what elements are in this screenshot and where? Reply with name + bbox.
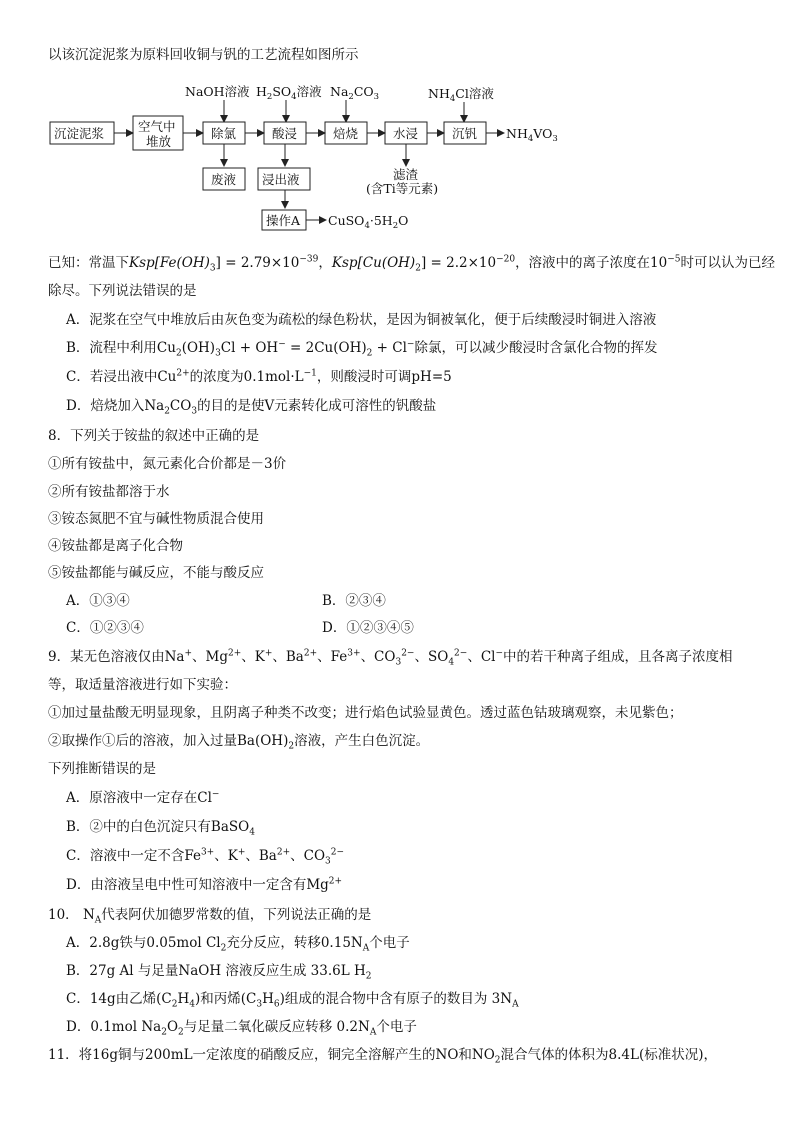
q10-option-c: C．14g由乙烯$(C_2H_4)$和丙烯$(C_3H_6)$组成的混合物中含有原子的数目为 $3N_A$ (66, 991, 519, 1010)
q9-option-c: C．溶液中一定不含$Fe^{3+}$、K+、$Ba^{2+}$、$CO_3^{2-}$ (66, 847, 345, 867)
product-cuso4: $CuSO_4\cdot 5H_2O$ (328, 213, 409, 231)
q9-experiment-2: ②取操作①后的溶液，加入过量$Ba(OH)_2$溶液，产生白色沉淀。 (48, 733, 430, 752)
q10-option-a: A．2.8g铁与0.05mol $Cl_2$充分反应，转移$0.15N_A$个电子 (66, 935, 410, 954)
svg-text:浸出液: 浸出液 (262, 172, 300, 187)
q8-statement-3: ③铵态氮肥不宜与碱性物质混合使用 (48, 511, 264, 527)
q8-option-b: B．②③④ (322, 593, 386, 609)
residue-label: 滤渣 (393, 167, 419, 182)
q8-statement-5: ⑤铵盐都能与碱反应，不能与酸反应 (48, 565, 264, 581)
known-line-1: 已知：常温下$Ksp[Fe(OH)_3] = 2.79\times 10^{-39}$，$Ksp[Cu(OH)_2] = 2.2\times 10^{-20}$，溶液中的离子浓度在$10^{-5}$时可以认为已经 (48, 254, 776, 274)
q9-experiment-1: ①加过量盐酸无明显现象，且阴离子种类不改变；进行焰色试验显黄色。透过蓝色钴玻璃观察，未见紫色； (48, 705, 683, 721)
svg-text:除氯: 除氯 (211, 126, 237, 141)
reagent-h2so4: $H_2SO_4$溶液 (256, 84, 322, 102)
known-line-2: 除尽。下列说法错误的是 (48, 283, 197, 299)
q10-stem: 10． $N_A$代表阿伏加德罗常数的值，下列说法正确的是 (48, 907, 372, 926)
reagent-nh4cl: $NH_4Cl$溶液 (428, 86, 494, 104)
svg-text:沉钒: 沉钒 (452, 126, 478, 141)
svg-text:空气中: 空气中 (138, 119, 176, 134)
q9-stem: 9．某无色溶液仅由Na+、$Mg^{2+}$、K+、$Ba^{2+}$、$Fe^{3+}$、$CO_3^{2-}$、$SO_4^{2-}$、Cl−中的若干种离子组成，且各离子浓度相 (48, 648, 733, 668)
q9-ask: 下列推断错误的是 (48, 761, 156, 777)
q10-option-b: B．27g Al 与足量NaOH 溶液反应生成 33.6L $H_2$ (66, 963, 372, 982)
reagent-na2co3: $Na_2CO_3$ (330, 84, 380, 102)
q9-option-b: B．②中的白色沉淀只有BaSO$_4$ (66, 819, 255, 838)
process-flow-diagram (40, 80, 600, 240)
q7-option-c: C．若浸出液中$Cu^{2+}$的浓度为$0.1mol\cdot L^{-1}$，则酸浸时可调pH=5 (66, 368, 452, 385)
q8-statement-4: ④铵盐都是离子化合物 (48, 538, 183, 554)
q9-option-a: A．原溶液中一定存在Cl− (66, 789, 220, 806)
svg-text:水浸: 水浸 (393, 126, 419, 141)
svg-text:酸浸: 酸浸 (272, 126, 298, 141)
q8-option-d: D．①②③④⑤ (322, 620, 414, 636)
q8-stem: 8．下列关于铵盐的叙述中正确的是 (48, 428, 260, 444)
q7-option-d: D．焙烧加入$Na_2CO_3$的目的是使V元素转化成可溶性的钒酸盐 (66, 398, 437, 417)
q10-option-d: D．0.1mol $Na_2O_2$与足量二氧化碳反应转移 $0.2N_A$个电子 (66, 1019, 417, 1038)
q8-option-c: C．①②③④ (66, 620, 144, 636)
q8-statement-1: ①所有铵盐中，氮元素化合价都是－3价 (48, 456, 287, 472)
svg-text:堆放: 堆放 (146, 134, 172, 149)
reagent-naoh: NaOH溶液 (185, 84, 250, 99)
svg-text:废液: 废液 (211, 172, 237, 187)
svg-text:沉淀泥浆: 沉淀泥浆 (54, 126, 105, 141)
q8-statement-2: ②所有铵盐都溶于水 (48, 484, 170, 500)
svg-text:焙烧: 焙烧 (333, 126, 359, 141)
svg-text:操作A: 操作A (266, 213, 301, 228)
q9-stem-2: 等，取适量溶液进行如下实验： (48, 677, 237, 693)
product-nh4vo3: $NH_4VO_3$ (506, 126, 558, 144)
q8-option-a: A．①③④ (66, 593, 130, 609)
q7-option-b: B．流程中利用$Cu_2(OH)_3Cl + OH^- = 2Cu(OH)_2 + Cl^-$除氯，可以减少酸浸时含氯化合物的挥发 (66, 339, 658, 359)
residue-note: (含Ti等元素) (366, 181, 439, 196)
intro-text: 以该沉淀泥浆为原料回收铜与钒的工艺流程如图所示 (48, 47, 359, 63)
q9-option-d: D．由溶液呈电中性可知溶液中一定含有$Mg^{2+}$ (66, 876, 343, 893)
q7-option-a: A．泥浆在空气中堆放后由灰色变为疏松的绿色粉状，是因为铜被氧化，便于后续酸浸时铜进入溶液 (66, 312, 657, 328)
q11-stem: 11．将16g铜与200mL一定浓度的硝酸反应，铜完全溶解产生的NO和$NO_2$混合气体的体积为8.4L(标准状况)， (48, 1047, 717, 1066)
